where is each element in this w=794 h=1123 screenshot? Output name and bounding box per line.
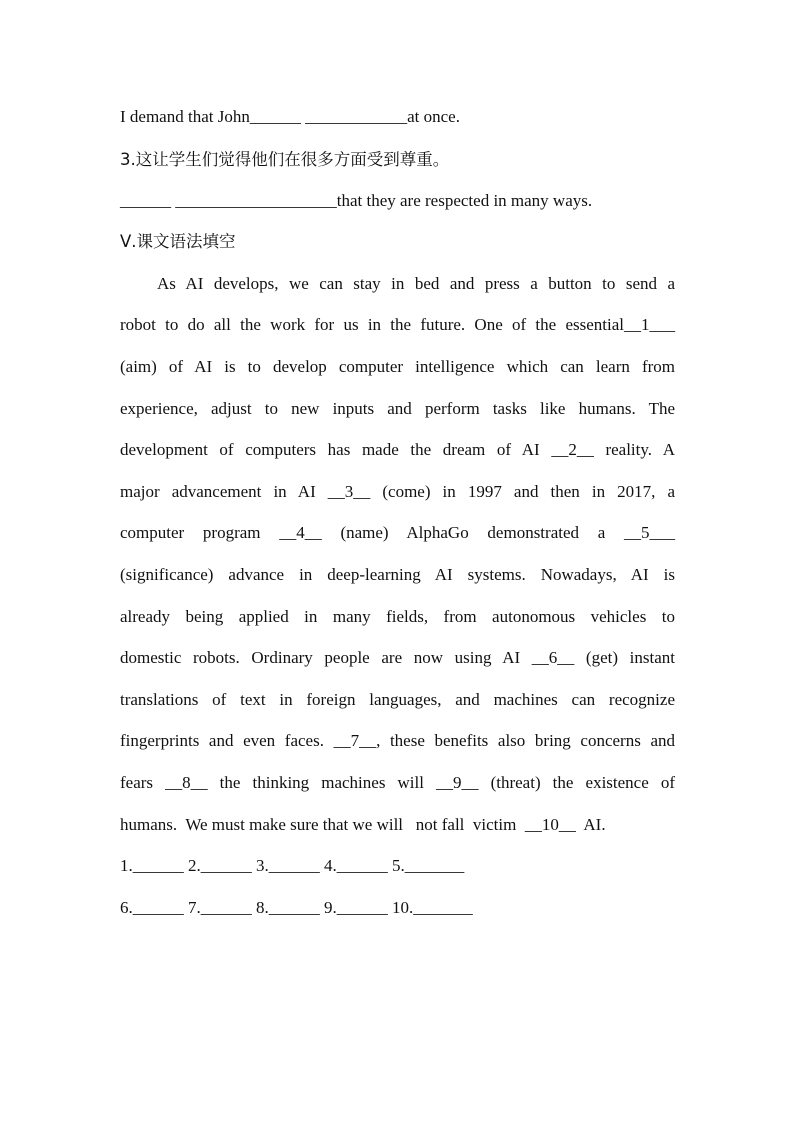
passage-line: robot to do all the work for us in the future. One of the essential__1___ xyxy=(120,315,675,334)
passage-line: already being applied in many fields, from autonomous vehicles to xyxy=(120,607,675,626)
passage-line: humans. We must make sure that we will not fall victim __10__ AI. xyxy=(120,815,606,834)
answer-row-1: 1.______ 2.______ 3.______ 4.______ 5._______ xyxy=(120,856,465,875)
passage-line: fears __8__ the thinking machines will __9__ (threat) the existence of xyxy=(120,773,675,792)
passage-line: experience, adjust to new inputs and perform tasks like humans. The xyxy=(120,399,675,418)
passage-line: computer program __4__ (name) AlphaGo demonstrated a __5___ xyxy=(120,523,675,542)
passage-line: translations of text in foreign languages, and machines can recognize xyxy=(120,690,675,709)
passage-line: development of computers has made the dream of AI __2__ reality. A xyxy=(120,440,675,459)
exercise-sentence-english: I demand that John______ ____________at once. xyxy=(120,107,460,126)
answer-row-2: 6.______ 7.______ 8.______ 9.______ 10._______ xyxy=(120,898,473,917)
passage-line: fingerprints and even faces. __7__, these benefits also bring concerns and xyxy=(120,731,675,750)
passage-line: (significance) advance in deep-learning AI systems. Nowadays, AI is xyxy=(120,565,675,584)
section-heading: Ⅴ.课文语法填空 xyxy=(120,232,236,251)
exercise-item-3-english: ______ ___________________that they are respected in many ways. xyxy=(120,191,593,210)
passage-line: (aim) of AI is to develop computer intelligence which can learn from xyxy=(120,357,675,376)
passage-line: domestic robots. Ordinary people are now using AI __6__ (get) instant xyxy=(120,648,675,667)
passage-line: major advancement in AI __3__ (come) in 1997 and then in 2017, a xyxy=(120,482,675,501)
passage-line: As AI develops, we can stay in bed and press a button to send a xyxy=(157,274,675,293)
exercise-item-3-chinese: 3.这让学生们觉得他们在很多方面受到尊重。 xyxy=(120,150,450,169)
